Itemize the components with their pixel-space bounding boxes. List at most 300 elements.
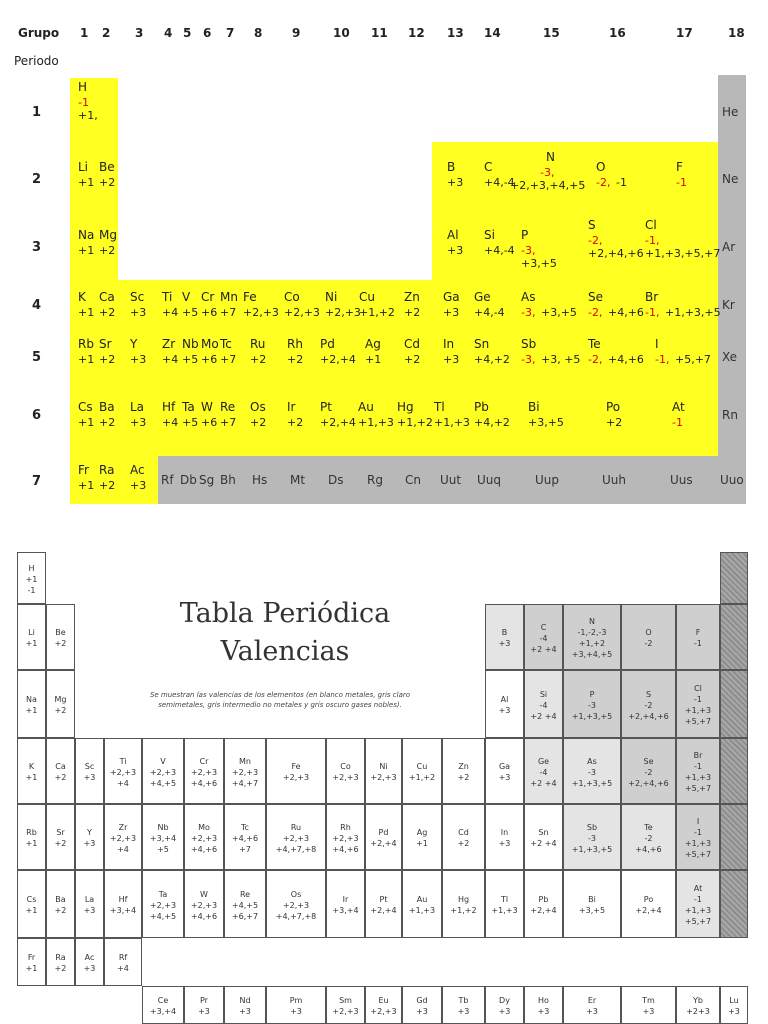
cell-yb: [676, 986, 720, 1024]
cell-symbol: Ac: [84, 953, 95, 962]
cell-ra: [46, 938, 75, 986]
element-hs-symbol: Hs: [252, 473, 268, 487]
element-ni-symbol: Ni: [325, 290, 338, 304]
cell-symbol: Sb: [586, 822, 598, 832]
element-h-valence: +1,: [78, 109, 98, 122]
cell-valence: +2+3: [686, 1007, 710, 1016]
cell-symbol: Se: [643, 756, 654, 766]
cell-symbol: Rb: [26, 828, 37, 837]
cell-symbol: V: [160, 756, 166, 766]
element-re-symbol: Re: [220, 400, 236, 414]
element-br-negative: -1,: [645, 306, 660, 319]
cell-symbol: Nb: [157, 822, 169, 832]
cell-symbol: F: [695, 628, 701, 637]
group-number-1: 1: [80, 26, 89, 40]
cell-symbol: C: [540, 622, 547, 632]
element-w-symbol: W: [201, 400, 213, 414]
cell-symbol: Ti: [119, 756, 127, 766]
cell-symbol: Te: [644, 822, 653, 832]
element-ta-valence: +5: [182, 416, 199, 429]
element-ba-valence: +2: [99, 416, 116, 429]
cell-valence: +3: [498, 1007, 511, 1016]
element-zn-valence: +2: [404, 306, 421, 319]
cell-y: [75, 804, 104, 870]
cell-os: [266, 870, 326, 938]
element-f-negative: -1: [676, 176, 687, 189]
element-la-symbol: La: [130, 400, 145, 414]
element-n-valence: +2,+3,+4,+5: [510, 179, 586, 192]
element-b-symbol: B: [447, 160, 456, 174]
cell-valence: +2,+3 +4,+7,+8: [275, 900, 317, 921]
element-fr-symbol: Fr: [78, 463, 89, 477]
element-se-valence: +4,+6: [608, 306, 644, 319]
element-ni-valence: +2,+3: [325, 306, 361, 319]
cell-symbol: Cr: [199, 756, 209, 766]
noble-gas-cell: [720, 670, 748, 738]
cell-cs: [17, 870, 46, 938]
element-mn-symbol: Mn: [220, 290, 238, 304]
element-uuo-symbol: Uuo: [720, 473, 744, 487]
cell-valence: +1: [25, 906, 38, 915]
element-ta-symbol: Ta: [182, 400, 195, 414]
element-cd-symbol: Cd: [404, 337, 420, 351]
cell-symbol: Ga: [498, 762, 511, 771]
cell-valence: +1,+2: [408, 773, 436, 782]
element-se-negative: -2,: [588, 306, 603, 319]
element-s-symbol: S: [588, 218, 596, 232]
period-number-6: 6: [32, 408, 42, 423]
element-y-symbol: Y: [130, 337, 138, 351]
element-hf-valence: +4: [162, 416, 179, 429]
cell-valence: +3: [239, 1007, 251, 1016]
element-bh-symbol: Bh: [220, 473, 236, 487]
group-number-16: 16: [609, 26, 626, 40]
cell-symbol: Be: [55, 628, 66, 637]
element-uuq-symbol: Uuq: [477, 473, 502, 487]
element-o-symbol: O: [596, 160, 606, 174]
element-fe-symbol: Fe: [243, 290, 257, 304]
cell-ca: [46, 738, 75, 804]
element-ne-symbol: Ne: [722, 172, 739, 186]
element-sb-valence: +3, +5: [541, 353, 581, 366]
cell-bi: [563, 870, 621, 938]
period-number-1: 1: [32, 105, 42, 120]
cell-valence: +3,+4 +5: [149, 833, 177, 854]
element-cr-valence: +6: [201, 306, 218, 319]
cell-symbol: Ba: [55, 895, 66, 904]
cell-symbol: Nd: [239, 996, 251, 1005]
cell-na: [17, 670, 46, 738]
element-f-symbol: F: [676, 160, 683, 174]
cell-ti: [104, 738, 142, 804]
element-sn-symbol: Sn: [474, 337, 490, 351]
element-uuh-symbol: Uuh: [602, 473, 626, 487]
cell-al: [485, 670, 524, 738]
cell-symbol: Li: [28, 628, 35, 637]
element-ga-symbol: Ga: [443, 290, 460, 304]
cell-valence: +3: [728, 1007, 740, 1016]
group-number-4: 4: [164, 26, 173, 40]
cell-valence: +3: [586, 1007, 598, 1016]
cell-symbol: Pt: [379, 895, 388, 904]
cell-ga: [485, 738, 524, 804]
cell-valence: +1 -1: [25, 574, 38, 595]
cell-valence: +1: [25, 639, 38, 648]
element-cs-symbol: Cs: [78, 400, 93, 414]
element-c-symbol: C: [484, 160, 493, 174]
cell-symbol: Al: [500, 695, 509, 704]
cell-symbol: Hg: [457, 895, 470, 904]
cell-symbol: Sc: [84, 762, 95, 771]
cell-valence: +2,+3 +4,+6: [190, 900, 218, 921]
element-rg-symbol: Rg: [367, 473, 383, 487]
element-la-valence: +3: [130, 416, 147, 429]
cell-symbol: Tl: [500, 895, 509, 904]
cell-symbol: La: [84, 895, 95, 904]
cell-zr: [104, 804, 142, 870]
cell-symbol: I: [696, 817, 700, 826]
cell-valence: -1: [694, 639, 702, 648]
cell-symbol: Ce: [157, 996, 169, 1005]
element-o-negative: -2,: [596, 176, 611, 189]
group-number-3: 3: [135, 26, 144, 40]
element-pd-symbol: Pd: [320, 337, 335, 351]
cell-ta: [142, 870, 184, 938]
cell-valence: +2: [54, 706, 67, 715]
element-n-negative: -3,: [540, 166, 555, 179]
element-bi-valence: +3,+5: [528, 416, 564, 429]
cell-symbol: Cs: [26, 895, 37, 904]
element-mt-symbol: Mt: [290, 473, 306, 487]
cell-valence: +3: [498, 706, 511, 715]
cell-valence: +3: [416, 1007, 428, 1016]
cell-symbol: O: [645, 628, 652, 637]
element-pb-symbol: Pb: [474, 400, 489, 414]
element-co-symbol: Co: [284, 290, 300, 304]
cell-valence: +1: [25, 706, 38, 715]
cell-symbol: Zn: [458, 762, 469, 771]
cell-v: [142, 738, 184, 804]
cell-valence: +2,+3 +4,+6: [190, 767, 218, 788]
cell-se: [621, 738, 676, 804]
element-rh-symbol: Rh: [287, 337, 303, 351]
element-tl-symbol: Tl: [434, 400, 445, 414]
element-rb-symbol: Rb: [78, 337, 94, 351]
cell-hg: [442, 870, 485, 938]
cell-ru: [266, 804, 326, 870]
cell-valence: +2: [54, 906, 67, 915]
cell-p: [563, 670, 621, 738]
cell-symbol: Br: [693, 751, 703, 760]
element-re-valence: +7: [220, 416, 237, 429]
element-se-symbol: Se: [588, 290, 603, 304]
cell-valence: +1,+3: [408, 906, 436, 915]
noble-gas-cell: [720, 604, 748, 670]
cell-symbol: P: [589, 689, 595, 699]
element-te-symbol: Te: [588, 337, 601, 351]
cell-symbol: Co: [340, 762, 351, 771]
cell-valence: +3,+5: [578, 906, 606, 915]
element-cl-valence: +1,+3,+5,+7: [645, 247, 721, 260]
cell-valence: +2: [457, 839, 470, 848]
element-tc-symbol: Tc: [220, 337, 232, 351]
element-ca-valence: +2: [99, 306, 116, 319]
cell-valence: +2,+3 +4: [109, 767, 137, 788]
cell-ac: [75, 938, 104, 986]
element-zr-valence: +4: [162, 353, 179, 366]
element-mo-symbol: Mo: [201, 337, 219, 351]
cell-symbol: Ru: [290, 822, 302, 832]
cell-valence: -2 +4,+6: [635, 833, 662, 854]
cell-valence: +2,+3 +4,+7: [231, 767, 259, 788]
cell-valence: +3,+4: [109, 906, 137, 915]
cell-lu: [720, 986, 748, 1024]
element-te-valence: +4,+6: [608, 353, 644, 366]
cell-valence: +2: [54, 964, 67, 973]
noble-gas-cell: [720, 738, 748, 804]
cell-mg: [46, 670, 75, 738]
cell-valence: +3: [537, 1007, 550, 1016]
group-number-13: 13: [447, 26, 464, 40]
cell-symbol: In: [500, 828, 509, 837]
cell-valence: -4 +2 +4: [530, 633, 557, 654]
cell-symbol: Si: [539, 689, 548, 699]
cell-re: [224, 870, 266, 938]
group-number-12: 12: [408, 26, 425, 40]
cell-cd: [442, 804, 485, 870]
cell-pt: [365, 870, 402, 938]
cell-valence: +2,+3 +4,+7,+8: [275, 833, 317, 854]
element-h-symbol: H: [78, 80, 88, 94]
noble-gas-cell: [720, 870, 748, 938]
element-pd-valence: +2,+4: [320, 353, 356, 366]
cell-symbol: Gd: [416, 996, 428, 1005]
cell-sb: [563, 804, 621, 870]
cell-symbol: Pd: [378, 828, 389, 837]
element-h-negative: -1: [78, 96, 89, 109]
element-ag-valence: +1: [365, 353, 382, 366]
cell-symbol: Tb: [458, 996, 469, 1005]
element-uup-symbol: Uup: [535, 473, 560, 487]
element-co-valence: +2,+3: [284, 306, 320, 319]
group-number-2: 2: [102, 26, 111, 40]
group-number-18: 18: [728, 26, 745, 40]
cell-symbol: Ge: [537, 756, 550, 766]
cell-symbol: W: [200, 889, 208, 899]
element-ru-valence: +2: [250, 353, 267, 366]
element-sn-valence: +4,+2: [474, 353, 510, 366]
element-hg-valence: +1,+2: [397, 416, 433, 429]
element-zn-symbol: Zn: [404, 290, 420, 304]
cell-valence: +1: [25, 839, 38, 848]
cell-ge: [524, 738, 563, 804]
cell-as: [563, 738, 621, 804]
cell-symbol: Tc: [241, 822, 249, 832]
cell-li: [17, 604, 46, 670]
cell-symbol: Yb: [693, 996, 703, 1005]
element-li-valence: +1: [78, 176, 95, 189]
cell-valence: -3 +1,+3,+5: [571, 833, 613, 854]
element-y-valence: +3: [130, 353, 147, 366]
cell-symbol: Ta: [158, 889, 168, 899]
cell-symbol: Rh: [340, 822, 351, 832]
cell-valence: +2,+3 +4,+5: [149, 900, 177, 921]
element-sb-negative: -3,: [521, 353, 536, 366]
element-as-symbol: As: [521, 290, 536, 304]
element-pt-valence: +2,+4: [320, 416, 356, 429]
cell-valence: +2,+3: [370, 1007, 397, 1016]
element-b-valence: +3: [447, 176, 464, 189]
cell-eu: [365, 986, 402, 1024]
cell-symbol: Pr: [200, 996, 208, 1005]
cell-ce: [142, 986, 184, 1024]
cell-symbol: Lu: [729, 996, 739, 1005]
element-pt-symbol: Pt: [320, 400, 332, 414]
element-be-symbol: Be: [99, 160, 115, 174]
cell-symbol: Au: [416, 895, 428, 904]
cell-in: [485, 804, 524, 870]
cell-symbol: Bi: [588, 895, 596, 904]
element-fr-valence: +1: [78, 479, 95, 492]
element-ag-symbol: Ag: [365, 337, 381, 351]
cell-valence: +3: [83, 906, 96, 915]
cell-symbol: Ag: [416, 828, 428, 837]
period-number-5: 5: [32, 350, 42, 365]
element-ga-valence: +3: [443, 306, 460, 319]
element-na-valence: +1: [78, 244, 95, 257]
cell-valence: -1,-2,-3 +1,+2 +3,+4,+5: [571, 628, 613, 659]
element-li-symbol: Li: [78, 160, 89, 174]
cell-valence: +2,+4: [370, 906, 397, 915]
cell-s: [621, 670, 676, 738]
element-v-symbol: V: [182, 290, 191, 304]
element-v-valence: +5: [182, 306, 199, 319]
cell-symbol: Re: [239, 889, 251, 899]
table-title-line2: Valencias: [220, 636, 350, 667]
element-mg-valence: +2: [99, 244, 116, 257]
cell-valence: +3,+4: [332, 906, 359, 915]
element-rh-valence: +2: [287, 353, 304, 366]
cell-cr: [184, 738, 224, 804]
element-os-symbol: Os: [250, 400, 266, 414]
cell-la: [75, 870, 104, 938]
cell-o: [621, 604, 676, 670]
cell-zn: [442, 738, 485, 804]
cell-valence: +2,+3: [282, 773, 310, 782]
element-ra-valence: +2: [99, 479, 116, 492]
element-c-valence: +4,-4: [484, 176, 515, 189]
element-pb-valence: +4,+2: [474, 416, 510, 429]
group-number-14: 14: [484, 26, 501, 40]
cell-valence: +2: [457, 773, 470, 782]
element-br-symbol: Br: [645, 290, 659, 304]
element-s-valence: +2,+4,+6: [588, 247, 644, 260]
cell-valence: +2,+3: [332, 1007, 359, 1016]
element-in-symbol: In: [443, 337, 455, 351]
group-number-8: 8: [254, 26, 263, 40]
period-number-3: 3: [32, 240, 42, 255]
element-be-valence: +2: [99, 176, 116, 189]
element-cu-symbol: Cu: [359, 290, 375, 304]
element-nb-symbol: Nb: [182, 337, 199, 351]
element-ti-valence: +4: [162, 306, 179, 319]
element-al-symbol: Al: [447, 228, 459, 242]
cell-symbol: B: [501, 628, 508, 637]
cell-valence: +3: [498, 839, 511, 848]
cell-valence: +3,+4: [149, 1007, 177, 1016]
cell-valence: +2,+4: [370, 839, 397, 848]
element-fe-valence: +2,+3: [243, 306, 279, 319]
cell-tc: [224, 804, 266, 870]
cell-c: [524, 604, 563, 670]
noble-gas-cell: [720, 552, 748, 604]
cell-valence: +3: [642, 1007, 655, 1016]
element-sr-symbol: Sr: [99, 337, 112, 351]
element-o-valence: -1: [616, 176, 627, 189]
element-i-symbol: I: [655, 337, 659, 351]
cell-pr: [184, 986, 224, 1024]
element-al-valence: +3: [447, 244, 464, 257]
element-p-valence: +3,+5: [521, 257, 557, 270]
cell-si: [524, 670, 563, 738]
cell-co: [326, 738, 365, 804]
cell-sn: [524, 804, 563, 870]
cell-dy: [485, 986, 524, 1024]
element-he-symbol: He: [722, 105, 739, 119]
cell-po: [621, 870, 676, 938]
cell-symbol: Mo: [198, 822, 210, 832]
element-cs-valence: +1: [78, 416, 95, 429]
cell-valence: -2 +2,+4,+6: [628, 700, 669, 721]
cell-symbol: Eu: [378, 996, 389, 1005]
cell-valence: -2 +2,+4,+6: [628, 767, 669, 788]
cell-cu: [402, 738, 442, 804]
element-as-negative: -3,: [521, 306, 536, 319]
cell-br: [676, 738, 720, 804]
cell-valence: +3: [457, 1007, 470, 1016]
cell-valence: +2: [54, 773, 67, 782]
element-ca-symbol: Ca: [99, 290, 115, 304]
cell-symbol: Na: [26, 695, 37, 704]
element-rb-valence: +1: [78, 353, 95, 366]
cell-valence: +3: [198, 1007, 210, 1016]
cell-b: [485, 604, 524, 670]
period-number-2: 2: [32, 172, 42, 187]
cell-pm: [266, 986, 326, 1024]
cell-symbol: As: [587, 756, 597, 766]
cell-au: [402, 870, 442, 938]
element-te-negative: -2,: [588, 353, 603, 366]
element-sc-symbol: Sc: [130, 290, 145, 304]
cell-ho: [524, 986, 563, 1024]
cell-te: [621, 804, 676, 870]
cell-valence: +4: [117, 964, 129, 973]
group-number-7: 7: [226, 26, 235, 40]
element-db-symbol: Db: [180, 473, 197, 487]
cell-symbol: Er: [587, 996, 597, 1005]
group-number-15: 15: [543, 26, 560, 40]
cell-symbol: Ca: [55, 762, 66, 771]
element-at-negative: -1: [672, 416, 683, 429]
element-xe-symbol: Xe: [722, 350, 738, 364]
element-bi-symbol: Bi: [528, 400, 540, 414]
cell-n: [563, 604, 621, 670]
element-mg-symbol: Mg: [99, 228, 117, 242]
element-ba-symbol: Ba: [99, 400, 115, 414]
element-ar-symbol: Ar: [722, 240, 736, 254]
cell-valence: +4,+6 +7: [231, 833, 259, 854]
cell-valence: +2,+3: [332, 773, 359, 782]
